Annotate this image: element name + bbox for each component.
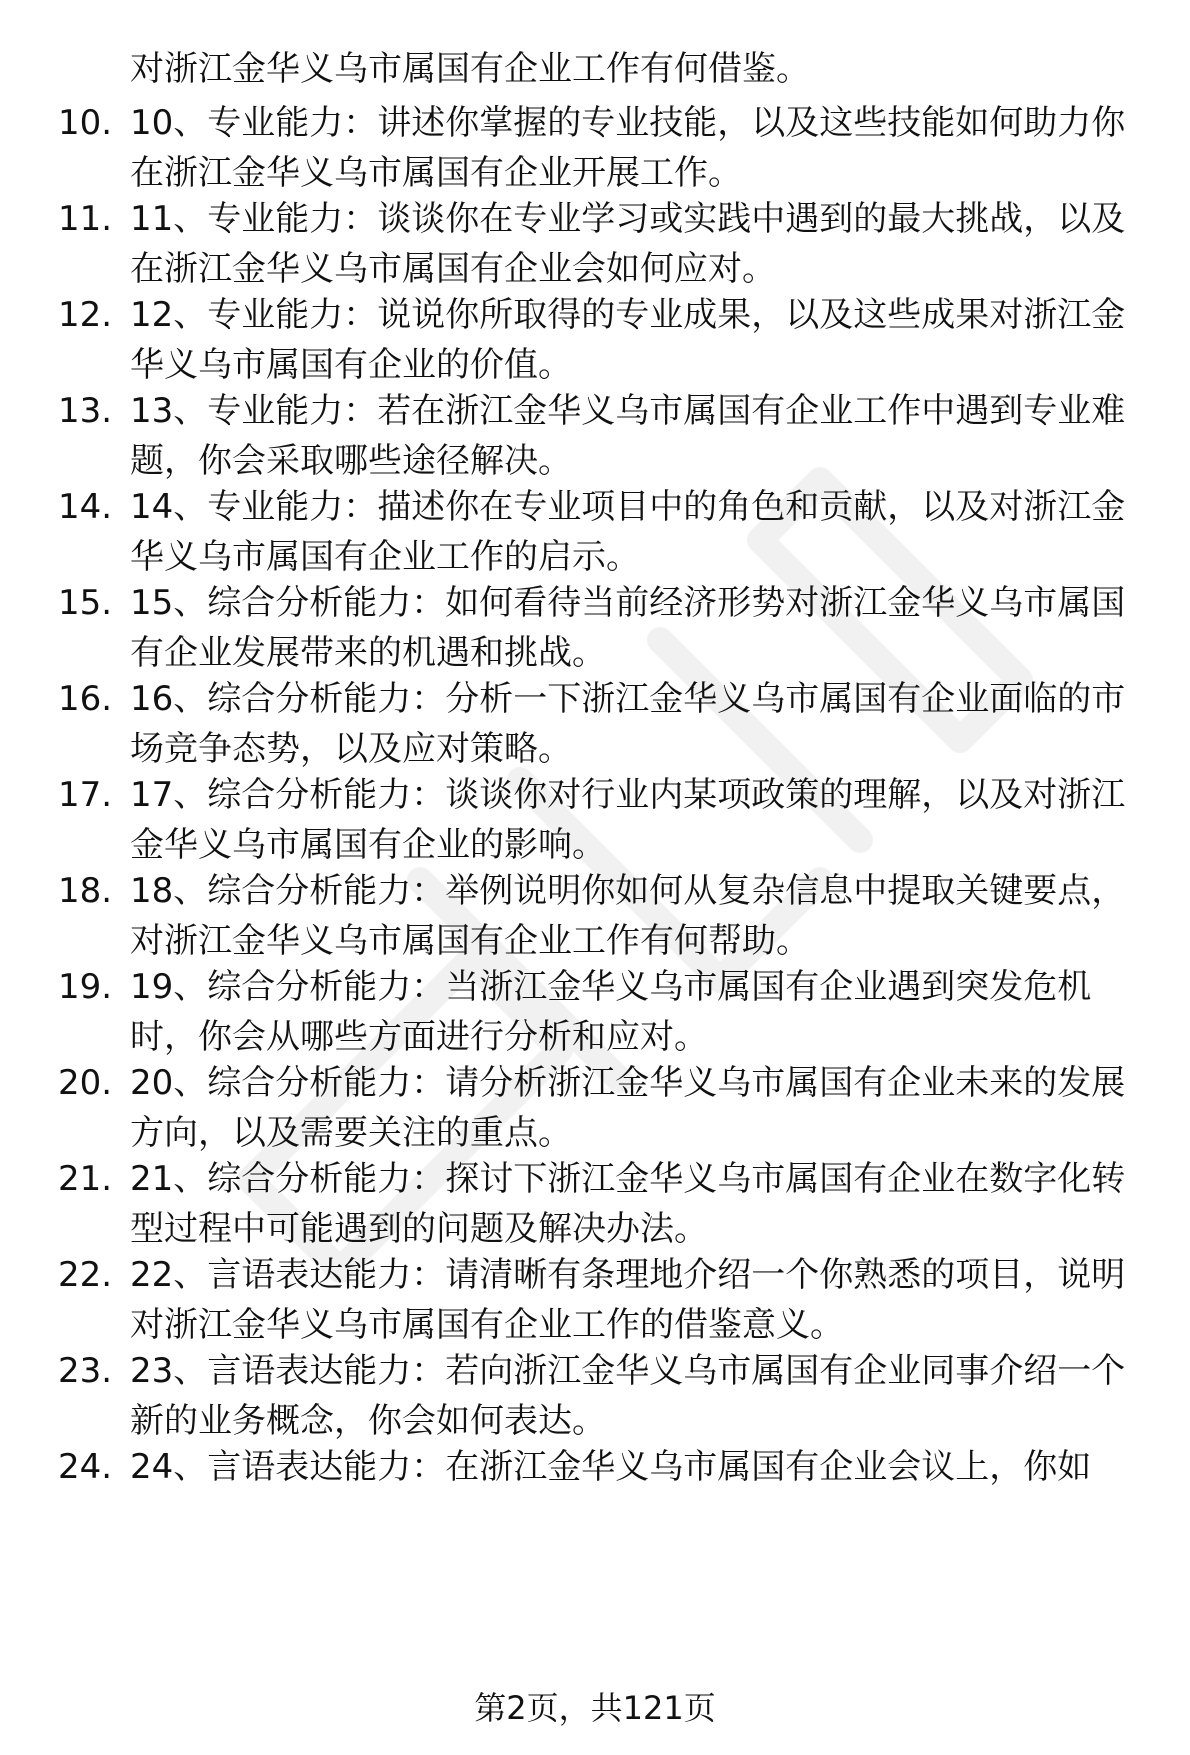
continuation-text: 对浙江金华义乌市属国有企业工作有何借鉴。 [130, 49, 810, 89]
item-text: 19、综合分析能力：当浙江金华义乌市属国有企业遇到突发危机时，你会从哪些方面进行分析和应对。 [130, 967, 1092, 1057]
item-number: 22. [58, 1255, 113, 1295]
item-number: 21. [58, 1159, 113, 1199]
item-number: 13. [58, 391, 113, 431]
item-text: 18、综合分析能力：举例说明你如何从复杂信息中提取关键要点，对浙江金华义乌市属国有企业工作有何帮助。 [130, 871, 1126, 961]
item-text: 23、言语表达能力：若向浙江金华义乌市属国有企业同事介绍一个新的业务概念，你会如何表达。 [130, 1351, 1126, 1441]
item-number: 10. [58, 103, 113, 143]
item-number: 16. [58, 679, 113, 719]
item-text: 11、专业能力：谈谈你在专业学习或实践中遇到的最大挑战，以及在浙江金华义乌市属国有企业会如何应对。 [130, 199, 1126, 289]
item-text: 15、综合分析能力：如何看待当前经济形势对浙江金华义乌市属国有企业发展带来的机遇和挑战。 [130, 583, 1126, 673]
item-number: 20. [58, 1063, 113, 1103]
item-number: 11. [58, 199, 113, 239]
item-number: 24. [58, 1447, 113, 1487]
item-text: 21、综合分析能力：探讨下浙江金华义乌市属国有企业在数字化转型过程中可能遇到的问题及解决办法。 [130, 1159, 1126, 1249]
item-text: 16、综合分析能力：分析一下浙江金华义乌市属国有企业面临的市场竞争态势，以及应对策略。 [130, 679, 1126, 769]
item-text: 22、言语表达能力：请清晰有条理地介绍一个你熟悉的项目，说明对浙江金华义乌市属国有企业工作的借鉴意义。 [130, 1255, 1126, 1345]
item-text: 24、言语表达能力：在浙江金华义乌市属国有企业会议上，你如 [130, 1447, 1092, 1487]
item-number: 14. [58, 487, 113, 527]
item-number: 15. [58, 583, 113, 623]
item-text: 12、专业能力：说说你所取得的专业成果，以及这些成果对浙江金华义乌市属国有企业的价值。 [130, 295, 1126, 385]
item-number: 18. [58, 871, 113, 911]
item-number: 23. [58, 1351, 113, 1391]
item-text: 13、专业能力：若在浙江金华义乌市属国有企业工作中遇到专业难题，你会采取哪些途径解决。 [130, 391, 1126, 481]
item-text: 20、综合分析能力：请分析浙江金华义乌市属国有企业未来的发展方向，以及需要关注的重点。 [130, 1063, 1126, 1153]
page-footer: 第2页，共121页 [474, 1689, 716, 1727]
item-text: 17、综合分析能力：谈谈你对行业内某项政策的理解，以及对浙江金华义乌市属国有企业的影响。 [130, 775, 1126, 865]
item-number: 19. [58, 967, 113, 1007]
item-text: 10、专业能力：讲述你掌握的专业技能，以及这些技能如何助力你在浙江金华义乌市属国有企业开展工作。 [130, 103, 1126, 193]
item-number: 17. [58, 775, 113, 815]
item-text: 14、专业能力：描述你在专业项目中的角色和贡献，以及对浙江金华义乌市属国有企业工作的启示。 [130, 487, 1126, 577]
item-number: 12. [58, 295, 113, 335]
